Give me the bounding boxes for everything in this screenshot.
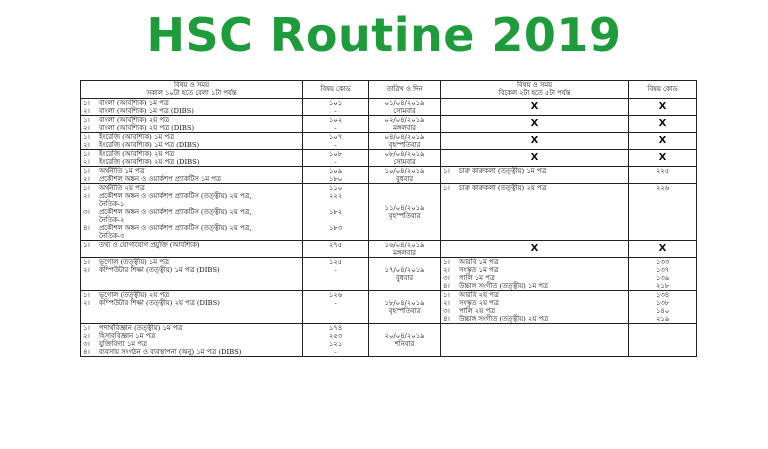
- afternoon-code-cell: X: [629, 99, 697, 116]
- morning-subject-cell: ১। ইংরেজি (আবশ্যিক) ২য় পত্র ২। ইংরেজি (আবশ্যিক) ২য় পত্র (DIBS): [81, 150, 303, 167]
- morning-code-cell: ১০৮ -: [303, 150, 369, 167]
- morning-subject-cell: ১। ভূগোল (তত্ত্বীয়) ২য় পত্র ২। কম্পিউটার শিক্ষা (তত্ত্বীয়) ২য় পত্র (DIBS): [81, 291, 303, 324]
- table-row: [81, 291, 697, 324]
- routine-body: [81, 99, 697, 357]
- afternoon-subject-cell: X: [441, 241, 629, 258]
- exam-date-cell: ১১/০৪/২০১৯ বৃহস্পতিবার: [369, 184, 441, 241]
- table-row: [81, 324, 697, 357]
- header-subject-morning: বিষয় ও সময় সকাল ১০টা হতে বেলা ১টা পর্যন্ত: [81, 81, 303, 99]
- afternoon-code-cell: X: [629, 116, 697, 133]
- morning-code-cell: ১৭৪ ২৫৩ ১২১ -: [303, 324, 369, 357]
- page-title: HSC Routine 2019: [146, 8, 622, 62]
- table-row: [81, 167, 697, 184]
- exam-date-cell: ০৮/০৪/২০১৯ সোমবার: [369, 150, 441, 167]
- afternoon-code-cell: X: [629, 150, 697, 167]
- morning-subject-cell: ১। ইংরেজি (আবশ্যিক) ১ম পত্র ২। ইংরেজি (আবশ্যিক) ১ম পত্র (DIBS): [81, 133, 303, 150]
- afternoon-subject-cell: X: [441, 150, 629, 167]
- exam-date-cell: ০৪/০৪/২০১৯ বৃহস্পতিবার: [369, 133, 441, 150]
- afternoon-subject-cell: X: [441, 99, 629, 116]
- morning-subject-cell: ১। বাংলা (আবশ্যিক) ১ম পত্র ২। বাংলা (আবশ্যিক) ১ম পত্র (DIBS): [81, 99, 303, 116]
- exam-date-cell: ১৬/০৪/২০১৯ মঙ্গলবার: [369, 241, 441, 258]
- afternoon-code-cell: [629, 324, 697, 357]
- table-row: [81, 258, 697, 291]
- image-crop-edge: [0, 438, 768, 449]
- table-header-row: [81, 81, 697, 99]
- afternoon-code-cell: ১৩৪ ১৩৮ ১৪০ ২১৯: [629, 291, 697, 324]
- exam-date-cell: ০২/০৪/২০১৯ মঙ্গলবার: [369, 116, 441, 133]
- morning-code-cell: ১১০ ২২২ ১৮২ ১৮৩: [303, 184, 369, 241]
- afternoon-subject-cell: X: [441, 116, 629, 133]
- morning-code-cell: ২৭৫: [303, 241, 369, 258]
- afternoon-subject-cell: ১। আরবি ১ম পত্র ২। সংস্কৃত ১ম পত্র ৩। পালি ১ম পত্র ৪। উচ্চাঙ্গ সংগীত (তত্ত্বীয়) ১ম পত্র: [441, 258, 629, 291]
- morning-code-cell: ১০৯ ১৮০: [303, 167, 369, 184]
- header-code: বিষয় কোড: [303, 81, 369, 99]
- morning-code-cell: ১০১ -: [303, 99, 369, 116]
- morning-subject-cell: ১। ভূগোল (তত্ত্বীয়) ১ম পত্র ২। কম্পিউটার শিক্ষা (তত্ত্বীয়) ১ম পত্র (DIBS): [81, 258, 303, 291]
- morning-subject-cell: ১। অর্থনীতি ১ম পত্র ২। প্রকৌশল অঙ্কন ও ওয়ার্কশপ প্র্যাকটিস ১ম পত্র: [81, 167, 303, 184]
- exam-date-cell: ১৭/০৪/২০১৯ বুধবার: [369, 258, 441, 291]
- header-subject-afternoon: বিষয় ও সময় বিকেল ২টা হতে ৫টা পর্যন্ত: [441, 81, 629, 99]
- exam-date-cell: ০১/০৪/২০১৯ সোমবার: [369, 99, 441, 116]
- exam-date-cell: ১৮/০৪/২০১৯ বৃহস্পতিবার: [369, 291, 441, 324]
- morning-code-cell: ১০২ -: [303, 116, 369, 133]
- morning-code-cell: ১০৭ -: [303, 133, 369, 150]
- table-row: [81, 116, 697, 133]
- afternoon-code-cell: X: [629, 241, 697, 258]
- header-code-afternoon: বিষয় কোড: [629, 81, 697, 99]
- table-row: [81, 99, 697, 116]
- afternoon-subject-cell: ১। চারু কারুকলা (তত্ত্বীয়) ১ম পত্র: [441, 167, 629, 184]
- table-row: [81, 241, 697, 258]
- morning-code-cell: ১২৬ -: [303, 291, 369, 324]
- exam-date-cell: ১০/০৪/২০১৯ বুধবার: [369, 167, 441, 184]
- afternoon-subject-cell: ১। চারু কারুকলা (তত্ত্বীয়) ২য় পত্র: [441, 184, 629, 241]
- table-row: [81, 133, 697, 150]
- header-date: তারিখ ও দিন: [369, 81, 441, 99]
- morning-subject-cell: ১। অর্থনীতি ২য় পত্র ২। প্রকৌশল অঙ্কন ও ওয়ার্কশপ প্র্যাকটিস (তত্ত্বীয়) ২য় পত্র, নৈতিক-১ ৩। প্রকৌশল অঙ্কন ও ওয়ার্কশপ প্র্যাকটিস (তত্ত্বীয়) ২য় পত্র, নৈতিক-২ ৪। প্রকৌশল অঙ্কন ও ওয়ার্কশপ প্র্যাকটিস (তত্ত্বীয়) ২য় পত্র, নৈতিক-৩: [81, 184, 303, 241]
- morning-subject-cell: ১। তথ্য ও যোগাযোগ প্রযুক্তি (আবশ্যিক): [81, 241, 303, 258]
- afternoon-code-cell: ২২৬: [629, 184, 697, 241]
- morning-subject-cell: ১। বাংলা (আবশ্যিক) ২য় পত্র ২। বাংলা (আবশ্যিক) ২য় পত্র (DIBS): [81, 116, 303, 133]
- routine-table: [80, 80, 697, 357]
- afternoon-code-cell: ২২৫: [629, 167, 697, 184]
- morning-code-cell: ১২৫ -: [303, 258, 369, 291]
- afternoon-subject-cell: ১। আরবি ২য় পত্র ২। সংস্কৃত ২য় পত্র ৩। পালি ২য় পত্র ৪। উচ্চাঙ্গ সংগীত (তত্ত্বীয়) ২য় পত্র: [441, 291, 629, 324]
- table-row: [81, 150, 697, 167]
- table-row: [81, 184, 697, 241]
- afternoon-code-cell: ১৩৩ ১৩৭ ১৩৯ ২১৮: [629, 258, 697, 291]
- afternoon-subject-cell: X: [441, 133, 629, 150]
- morning-subject-cell: ১। পদার্থবিজ্ঞান (তত্ত্বীয়) ১ম পত্র ২। হিসাববিজ্ঞান ১ম পত্র ৩। যুক্তিবিদ্যা ১ম পত্র ৪। ব্যবসায় সংগঠন ও ব্যবস্থাপনা (অনু) ১ম পত্র (DIBS): [81, 324, 303, 357]
- afternoon-subject-cell: [441, 324, 629, 357]
- afternoon-code-cell: X: [629, 133, 697, 150]
- exam-date-cell: ২০/০৪/২০১৯ শনিবার: [369, 324, 441, 357]
